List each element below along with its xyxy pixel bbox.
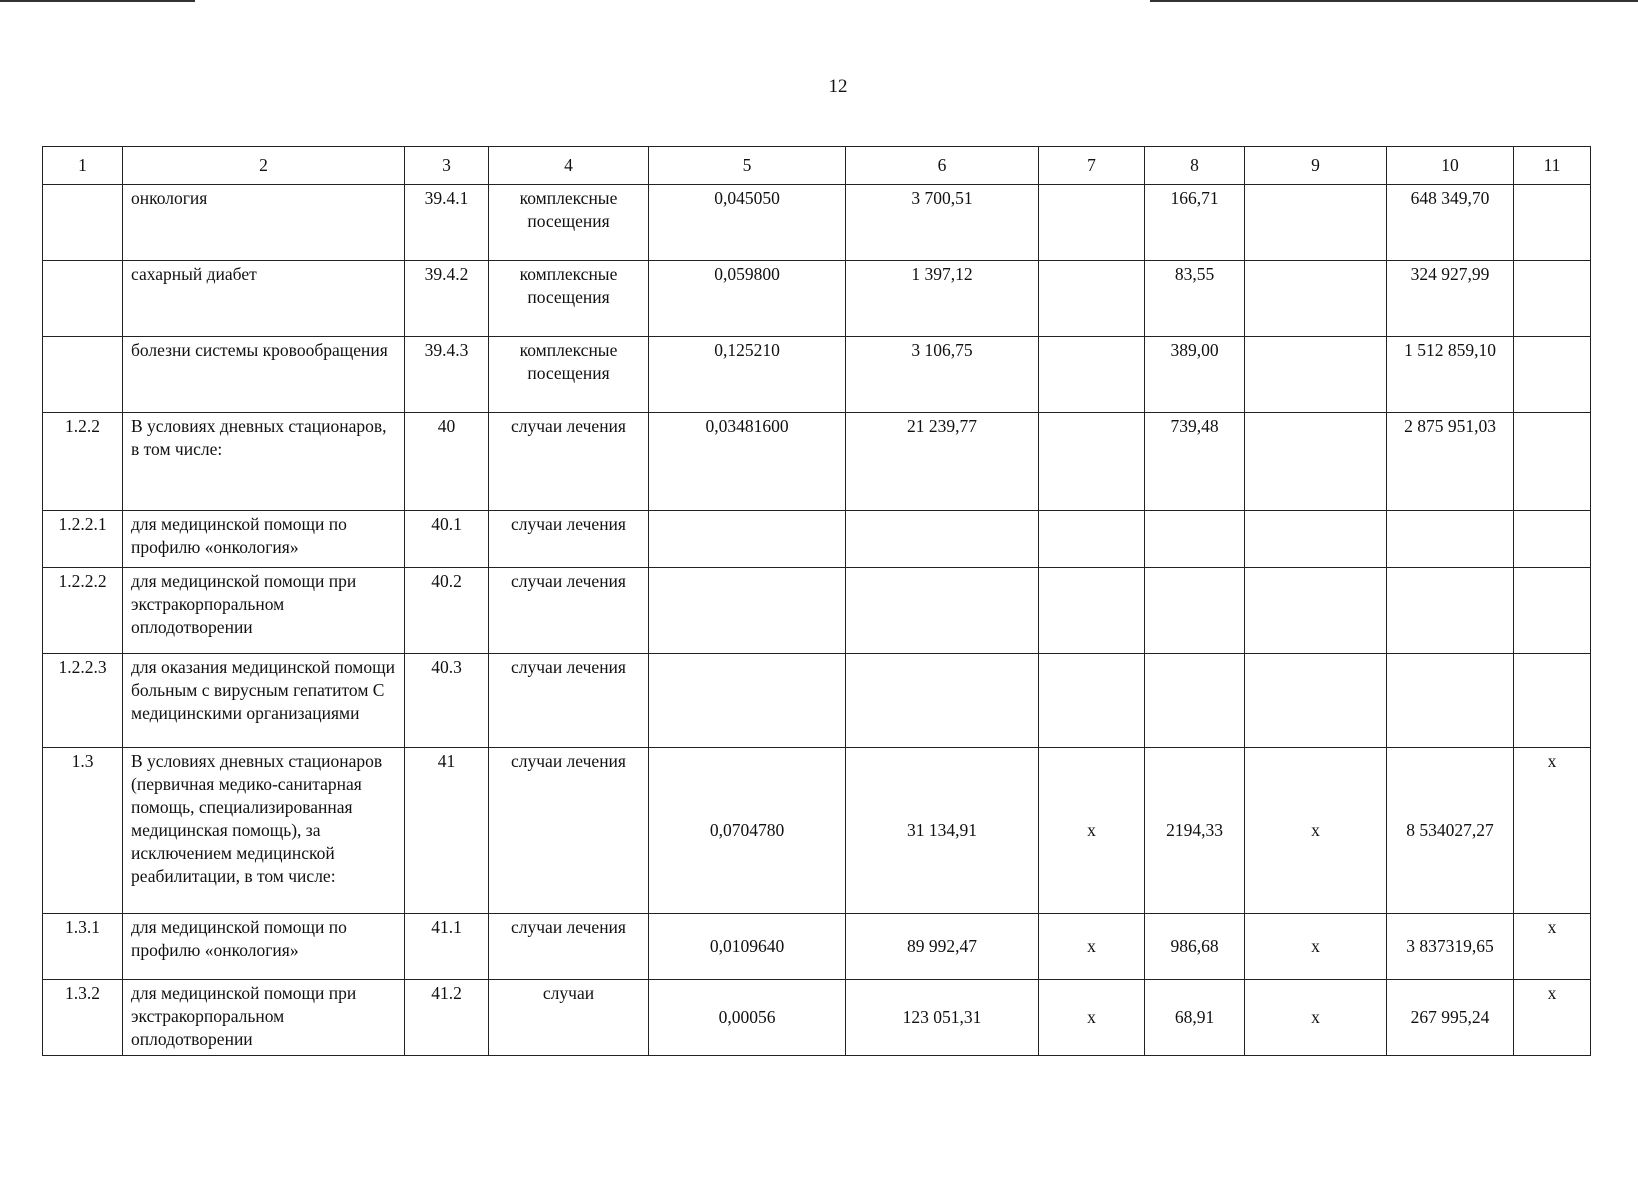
cell-col8: 166,71 [1145,185,1245,261]
cell-col7: х [1039,980,1145,1056]
row-name: В условиях дневных стационаров (первичная медико-санитарная помощь, специализированная медицинская помощь), за исключением медицинской реабилитации, в том числе: [123,748,405,914]
cell-col8 [1145,511,1245,568]
cell-col10: 1 512 859,10 [1387,337,1514,413]
cell-col8: 986,68 [1145,914,1245,980]
cell-col10: 267 995,24 [1387,980,1514,1056]
cell-col8: 389,00 [1145,337,1245,413]
row-unit: случаи [489,980,649,1056]
cell-col7 [1039,568,1145,654]
cell-col7 [1039,337,1145,413]
cell-col5 [649,568,846,654]
row-name: онкология [123,185,405,261]
cell-col7 [1039,185,1145,261]
cell-col9 [1245,413,1387,511]
row-number: 1.3.2 [43,980,123,1056]
cell-col6 [846,511,1039,568]
row-name: В условиях дневных стационаров, в том числе: [123,413,405,511]
cell-col9 [1245,337,1387,413]
cell-col6: 31 134,91 [846,748,1039,914]
cell-col10: 2 875 951,03 [1387,413,1514,511]
cell-col8: 739,48 [1145,413,1245,511]
table-row [43,185,1591,261]
row-unit: случаи лечения [489,568,649,654]
cell-col9 [1245,185,1387,261]
column-header: 8 [1145,147,1245,185]
cell-col11: х [1514,914,1591,980]
page-number: 12 [828,76,848,97]
cell-col6: 123 051,31 [846,980,1039,1056]
cell-col5: 0,045050 [649,185,846,261]
row-code: 40.2 [405,568,489,654]
cell-col9 [1245,511,1387,568]
cell-col11 [1514,654,1591,748]
cell-col11 [1514,261,1591,337]
cell-col6: 1 397,12 [846,261,1039,337]
cell-col10: 324 927,99 [1387,261,1514,337]
cell-col5: 0,0704780 [649,748,846,914]
cell-col5 [649,654,846,748]
column-header: 5 [649,147,846,185]
row-number [43,337,123,413]
cell-col9: х [1245,980,1387,1056]
cell-col9 [1245,654,1387,748]
cell-col11 [1514,413,1591,511]
cell-col11 [1514,568,1591,654]
row-name: для медицинской помощи по профилю «онкология» [123,511,405,568]
row-code: 40.1 [405,511,489,568]
cell-col7 [1039,261,1145,337]
cell-col11 [1514,185,1591,261]
column-header: 4 [489,147,649,185]
cell-col10: 648 349,70 [1387,185,1514,261]
table-row [43,654,1591,748]
row-code: 39.4.1 [405,185,489,261]
column-header: 3 [405,147,489,185]
column-header: 9 [1245,147,1387,185]
cell-col6: 3 700,51 [846,185,1039,261]
cell-col8: 68,91 [1145,980,1245,1056]
scan-edge-rule-right [1150,0,1638,2]
cell-col7 [1039,511,1145,568]
row-name: для медицинской помощи при экстракорпоральном оплодотворении [123,980,405,1056]
column-header: 7 [1039,147,1145,185]
column-header: 6 [846,147,1039,185]
row-unit: случаи лечения [489,914,649,980]
cell-col6: 89 992,47 [846,914,1039,980]
row-number: 1.2.2.3 [43,654,123,748]
cell-col5: 0,0109640 [649,914,846,980]
row-unit: случаи лечения [489,748,649,914]
row-number: 1.2.2.2 [43,568,123,654]
row-number [43,185,123,261]
cell-col6 [846,654,1039,748]
cell-col10 [1387,654,1514,748]
cell-col9 [1245,261,1387,337]
table-row [43,980,1591,1056]
cell-col6 [846,568,1039,654]
cell-col7: х [1039,914,1145,980]
cell-col11 [1514,511,1591,568]
cell-col5 [649,511,846,568]
cell-col11 [1514,337,1591,413]
table-row [43,261,1591,337]
cell-col11: х [1514,980,1591,1056]
row-code: 40 [405,413,489,511]
row-unit: случаи лечения [489,654,649,748]
table-row [43,748,1591,914]
column-header: 2 [123,147,405,185]
cell-col8: 83,55 [1145,261,1245,337]
column-header: 1 [43,147,123,185]
row-number: 1.2.2.1 [43,511,123,568]
row-unit: комплексные посещения [489,261,649,337]
scan-edge-rule-left [0,0,195,2]
table-row [43,413,1591,511]
row-code: 39.4.3 [405,337,489,413]
row-number [43,261,123,337]
row-unit: комплексные посещения [489,337,649,413]
cell-col6: 3 106,75 [846,337,1039,413]
cell-col8: 2194,33 [1145,748,1245,914]
table-row [43,568,1591,654]
row-code: 41.2 [405,980,489,1056]
cell-col5: 0,125210 [649,337,846,413]
row-code: 41 [405,748,489,914]
row-name: для медицинской помощи по профилю «онкология» [123,914,405,980]
row-name: для оказания медицинской помощи больным с вирусным гепатитом С медицинскими организациями [123,654,405,748]
data-table [42,146,1591,1056]
cell-col7 [1039,654,1145,748]
cell-col8 [1145,568,1245,654]
cell-col9: х [1245,914,1387,980]
row-number: 1.3 [43,748,123,914]
cell-col7 [1039,413,1145,511]
row-unit: комплексные посещения [489,185,649,261]
row-name: для медицинской помощи при экстракорпоральном оплодотворении [123,568,405,654]
cell-col5: 0,03481600 [649,413,846,511]
row-number: 1.3.1 [43,914,123,980]
table-row [43,511,1591,568]
cell-col9: х [1245,748,1387,914]
column-header: 11 [1514,147,1591,185]
row-name: болезни системы кровообращения [123,337,405,413]
cell-col10 [1387,511,1514,568]
row-number: 1.2.2 [43,413,123,511]
row-code: 39.4.2 [405,261,489,337]
row-unit: случаи лечения [489,413,649,511]
row-code: 41.1 [405,914,489,980]
cell-col10: 3 837319,65 [1387,914,1514,980]
cell-col10 [1387,568,1514,654]
table-row [43,914,1591,980]
cell-col5: 0,00056 [649,980,846,1056]
row-code: 40.3 [405,654,489,748]
cell-col5: 0,059800 [649,261,846,337]
cell-col9 [1245,568,1387,654]
cell-col11: х [1514,748,1591,914]
cell-col6: 21 239,77 [846,413,1039,511]
table-header-row [43,147,1591,185]
cell-col8 [1145,654,1245,748]
column-header: 10 [1387,147,1514,185]
cell-col10: 8 534027,27 [1387,748,1514,914]
row-name: сахарный диабет [123,261,405,337]
row-unit: случаи лечения [489,511,649,568]
table-row [43,337,1591,413]
cell-col7: х [1039,748,1145,914]
